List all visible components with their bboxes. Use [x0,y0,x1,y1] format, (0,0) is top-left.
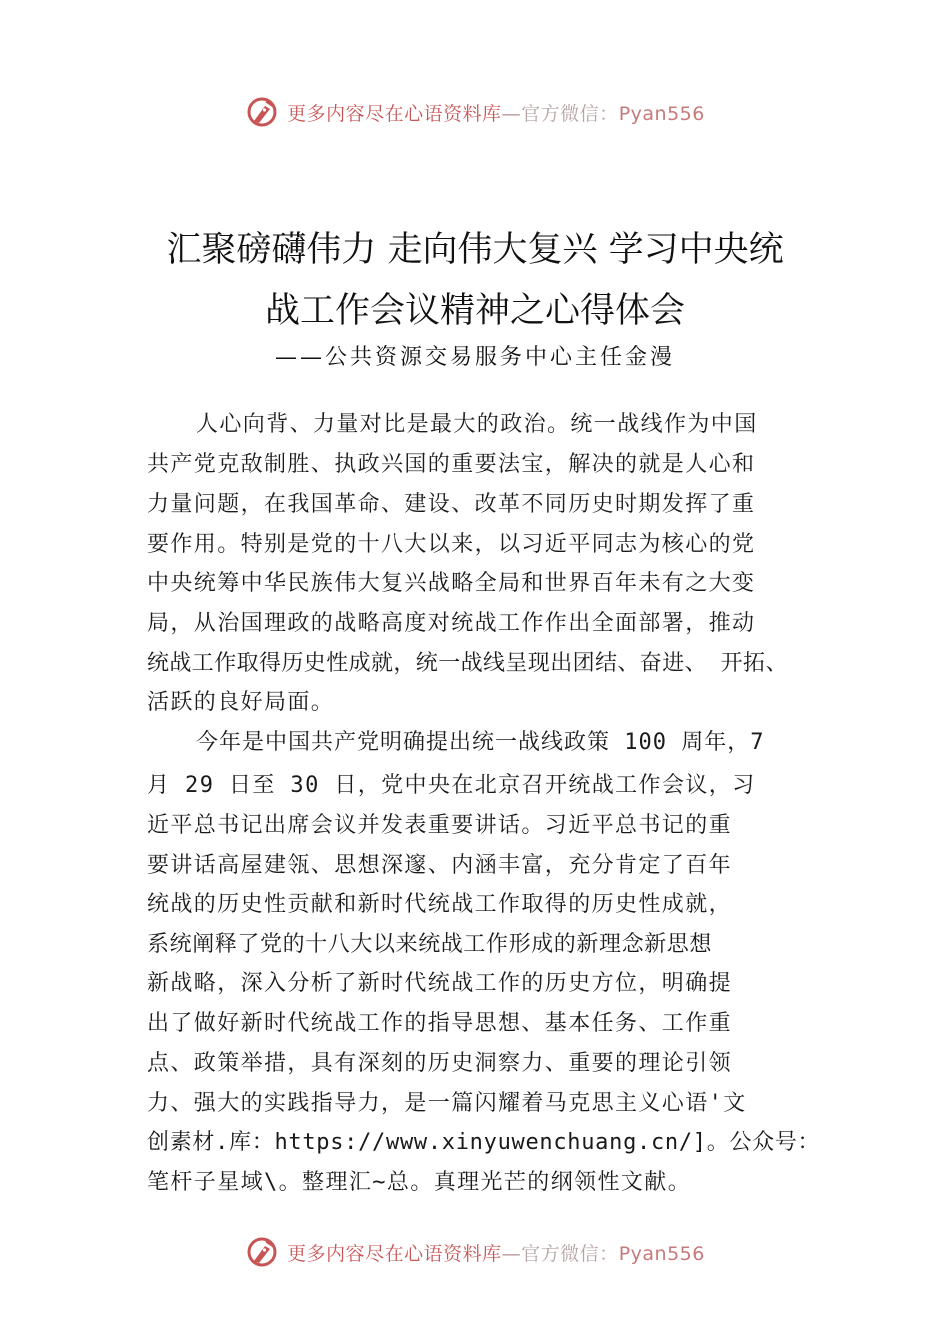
paragraph-1-line: 力量问题，在我国革命、建设、改革不同历史时期发挥了重 [147,492,756,517]
paragraph-2-line: 系统阐释了党的十八大以来统战工作形成的新理念新思想 [147,932,713,957]
paragraph-2-line: 力、强大的实践指导力，是一篇闪耀着马克思主义心语'文 [147,1091,747,1116]
watermark-dash: — [501,1242,522,1265]
watermark-text [287,1239,705,1266]
watermark-wechat-label: 官方微信： [521,102,619,125]
paragraph-2-line: 出了做好新时代统战工作的指导思想、基本任务、工作重 [147,1011,733,1036]
watermark-wechat-id: Pyan556 [618,102,705,125]
paragraph-2-line: 要讲话高屋建瓴、思想深邃、内涵丰富，充分肯定了百年 [147,853,733,878]
paragraph-2-line: 点、政策举措，具有深刻的历史洞察力、重要的理论引领 [147,1051,733,1076]
footer-watermark [0,1232,950,1272]
paragraph-1-line: 中央统筹中华民族伟大复兴战略全局和世界百年未有之大变 [147,571,756,596]
paragraph-1-line: 活跃的良好局面。 [147,690,335,715]
pen-nib-logo-icon [245,1235,279,1269]
watermark-wechat-label: 官方微信： [521,1242,619,1265]
paragraph-2-line: 新战略，深入分析了新时代统战工作的历史方位，明确提 [147,971,733,996]
paragraph-2-line: 创素材.库：https://www.xinyuwenchuang.cn/]。公众号： [147,1130,821,1155]
watermark-brand: 更多内容尽在心语资料库 [287,102,502,125]
paragraph-2-line: 统战的历史性贡献和新时代统战工作取得的历史性成就， [147,892,733,917]
paragraph-1-line: 局，从治国理政的战略高度对统战工作作出全面部署，推动 [147,611,756,636]
paragraph-1-line: 统战工作取得历史性成就，统一战线呈现出团结、奋进、 开拓、 [147,651,788,676]
article-title-line-1: 汇聚磅礴伟力 走向伟大复兴 学习中央统 [166,230,784,270]
paragraph-2-line: 今年是中国共产党明确提出统一战线政策 100 周年，7 [196,730,765,755]
paragraph-1-line: 人心向背、力量对比是最大的政治。统一战线作为中国 [196,412,758,437]
watermark-text [287,99,705,126]
paragraph-1-line: 共产党克敌制胜、执政兴国的重要法宝，解决的就是人心和 [147,452,756,477]
pen-nib-logo-icon [245,95,279,129]
paragraph-2-line: 笔杆子星域\。整理汇~总。真理光芒的纲领性文献。 [147,1170,692,1195]
article-title-line-2: 战工作会议精神之心得体会 [264,291,685,331]
watermark-brand: 更多内容尽在心语资料库 [287,1242,502,1265]
watermark-dash: — [501,102,522,125]
paragraph-2-line: 近平总书记出席会议并发表重要讲话。习近平总书记的重 [147,813,733,838]
paragraph-2-line: 月 29 日至 30 日，党中央在北京召开统战工作会议，习 [147,773,756,798]
paragraph-1-line: 要作用。特别是党的十八大以来，以习近平同志为核心的党 [147,532,756,557]
article-byline: ——公共资源交易服务中心主任金漫 [274,345,675,370]
header-watermark [0,92,950,132]
watermark-wechat-id: Pyan556 [618,1242,705,1265]
